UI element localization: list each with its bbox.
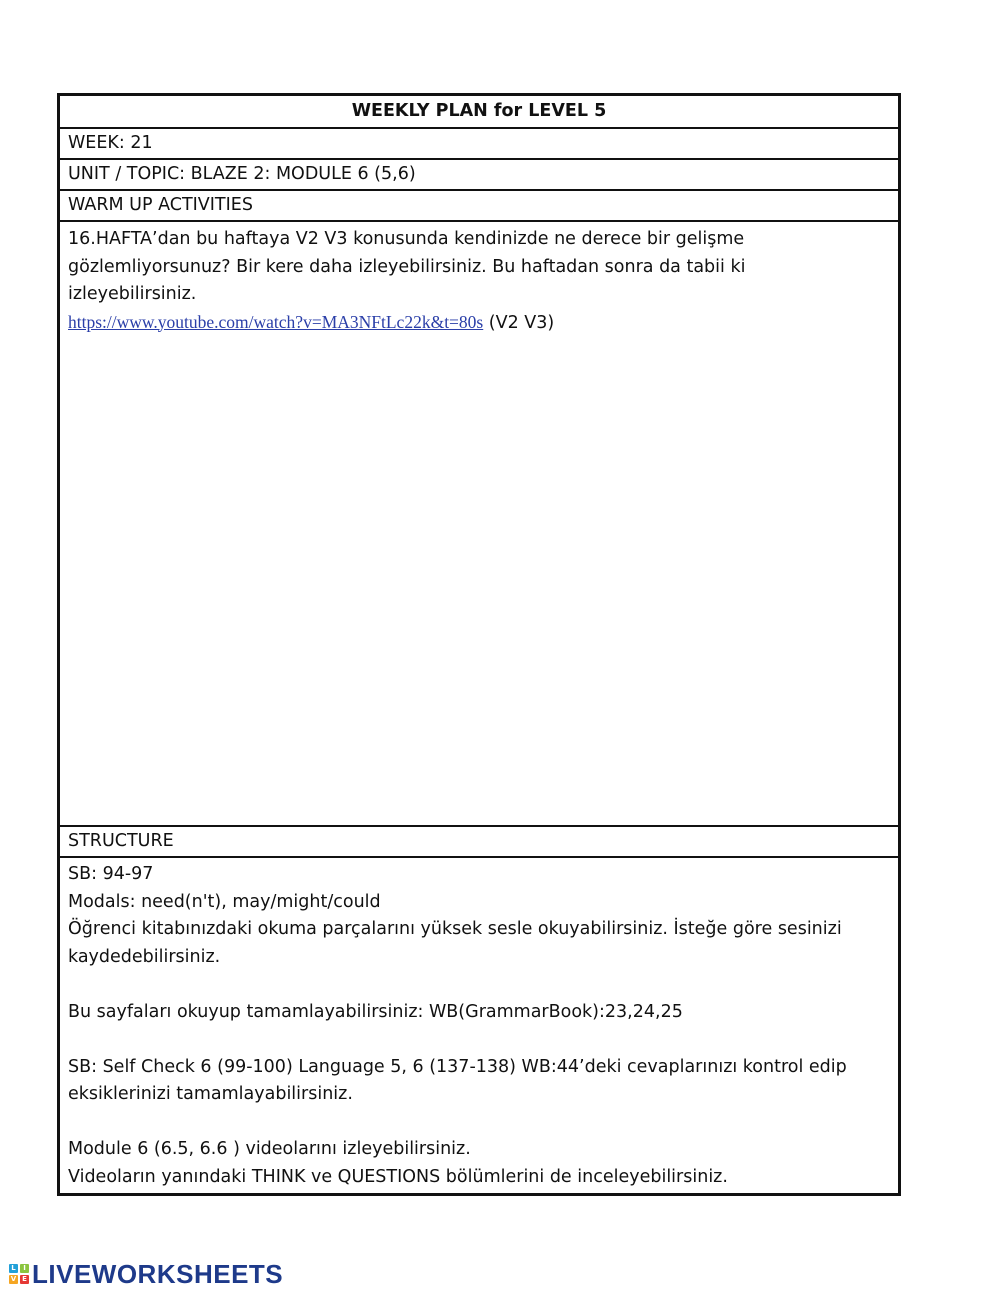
structure-line: Bu sayfaları okuyup tamamlayabilirsiniz: WB(GrammarBook):23,24,25 bbox=[68, 1001, 683, 1022]
warm-up-line: izleyebilirsiniz. bbox=[68, 284, 197, 304]
structure-line: kaydedebilirsiniz. bbox=[68, 946, 221, 967]
weekly-plan-table bbox=[57, 93, 901, 1196]
logo-text: LIVEWORKSHEETS bbox=[32, 1258, 284, 1289]
structure-content bbox=[60, 858, 898, 1193]
warm-up-line: gözlemliyorsunuz? Bir kere daha izleyebilirsiniz. Bu haftadan sonra da tabii ki bbox=[68, 256, 746, 277]
blank-line bbox=[68, 1026, 890, 1054]
structure-line: SB: 94-97 bbox=[68, 864, 154, 884]
structure-line: eksiklerinizi tamamlayabilirsiniz. bbox=[68, 1084, 353, 1104]
structure-line: Öğrenci kitabınızdaki okuma parçalarını yüksek sesle okuyabilirsiniz. İsteğe göre sesinizi bbox=[68, 919, 842, 939]
blank-line bbox=[68, 1109, 890, 1137]
warm-up-content bbox=[60, 222, 898, 827]
warm-up-line: 16.HAFTA’dan bu haftaya V2 V3 konusunda kendinizde ne derece bir gelişme bbox=[68, 229, 745, 249]
video-link-suffix: (V2 V3) bbox=[483, 312, 555, 333]
structure-line: Modals: need(n't), may/might/could bbox=[68, 891, 381, 912]
week-row: WEEK: 21 bbox=[60, 129, 898, 160]
liveworksheets-logo bbox=[9, 1260, 283, 1288]
blank-line bbox=[68, 971, 890, 999]
unit-topic-row: UNIT / TOPIC: BLAZE 2: MODULE 6 (5,6) bbox=[60, 160, 898, 191]
structure-line: Videoların yanındaki THINK ve QUESTIONS bölümlerini de inceleyebilirsiniz. bbox=[68, 1166, 728, 1187]
structure-line: SB: Self Check 6 (99-100) Language 5, 6 (137-138) WB:44’deki cevaplarınızı kontrol edip bbox=[68, 1056, 847, 1077]
plan-title: WEEKLY PLAN for LEVEL 5 bbox=[60, 96, 898, 129]
structure-line: Module 6 (6.5, 6.6 ) videolarını izleyebilirsiniz. bbox=[68, 1139, 471, 1159]
video-link-line bbox=[68, 309, 890, 338]
youtube-video-link[interactable]: https://www.youtube.com/watch?v=MA3NFtLc22k&t=80s bbox=[68, 311, 484, 332]
warm-up-heading: WARM UP ACTIVITIES bbox=[60, 191, 898, 222]
structure-heading: STRUCTURE bbox=[60, 827, 898, 858]
liveworksheets-logo-icon: L I V E bbox=[9, 1264, 29, 1284]
